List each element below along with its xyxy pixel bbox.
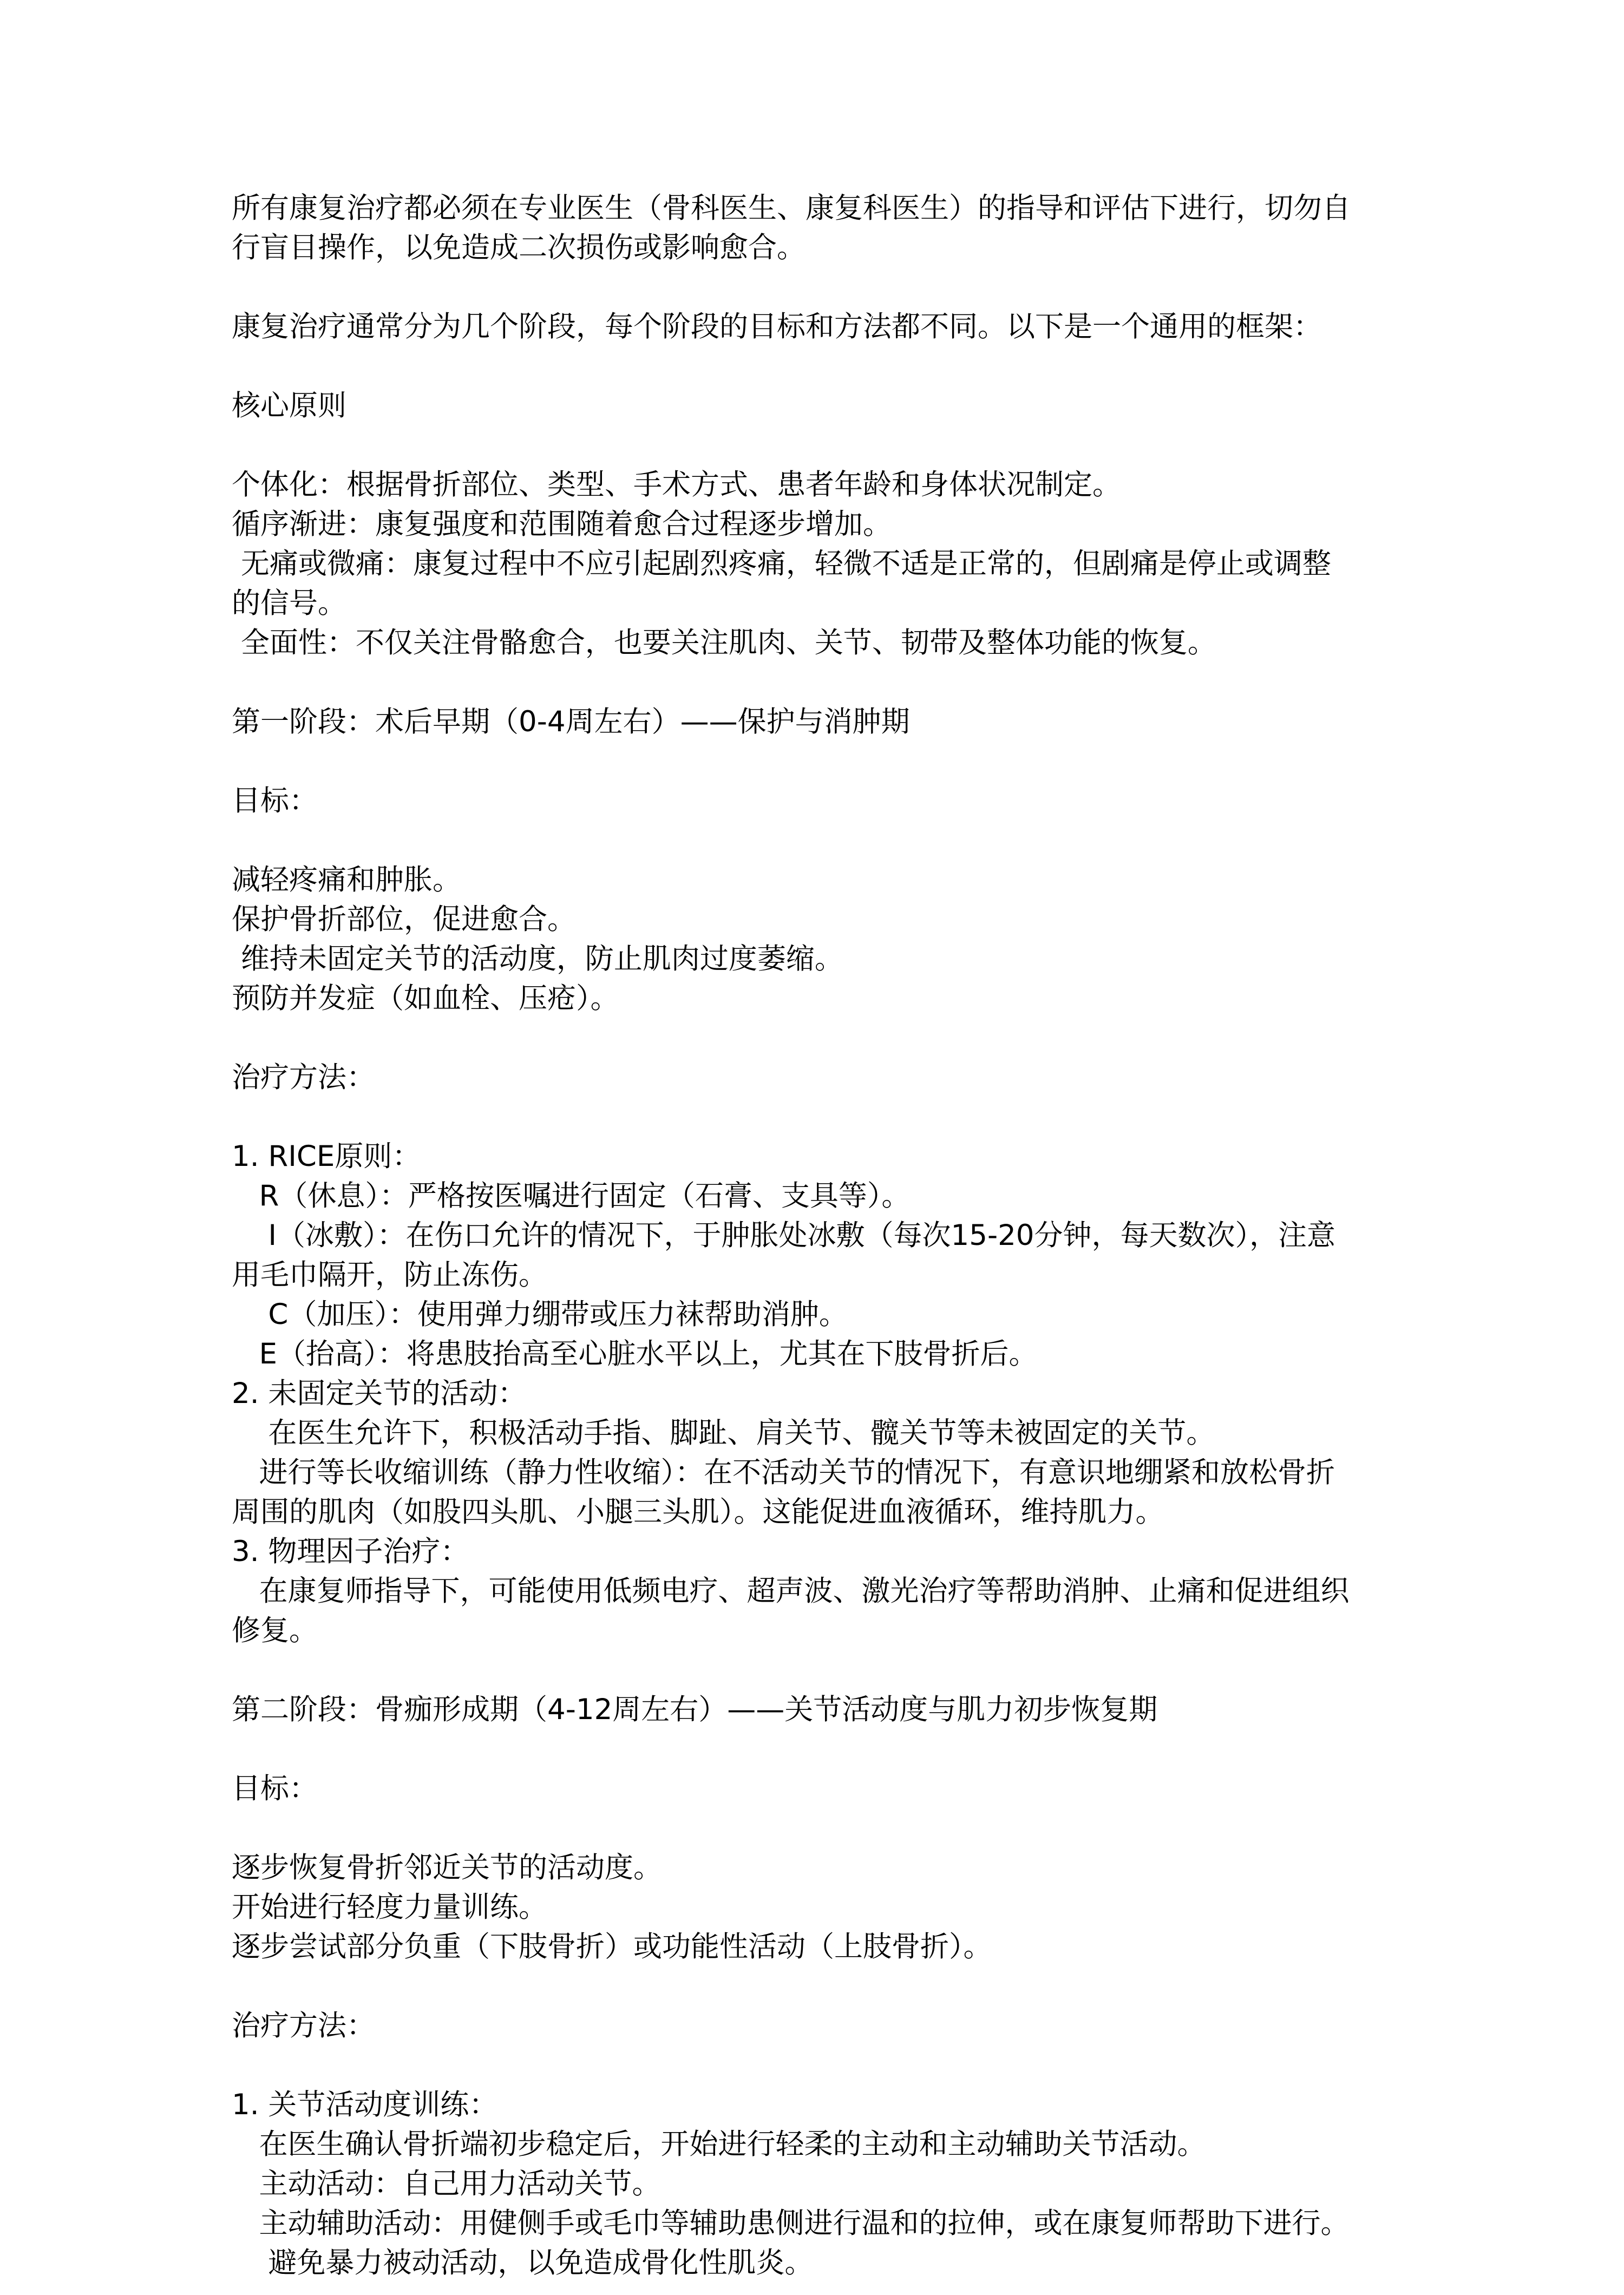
stage1-method-line: C（加压）：使用弹力绷带或压力袜帮助消肿。 (232, 1298, 848, 1331)
stage2-goal-item: 开始进行轻度力量训练。 (232, 1891, 547, 1924)
stage2-method-line: 主动辅助活动：用健侧手或毛巾等辅助患侧进行温和的拉伸，或在康复师帮助下进行。 (232, 2207, 1350, 2240)
stage1-goal-item: 维持未固定关节的活动度，防止肌肉过度萎缩。 (232, 942, 843, 975)
stage2-method-line: 主动活动：自己用力活动关节。 (232, 2167, 661, 2200)
document-body (232, 188, 1423, 2283)
disclaimer-line: 所有康复治疗都必须在专业医生（骨科医生、康复科医生）的指导和评估下进行，切勿自 (232, 192, 1351, 225)
stage2-goal-item: 逐步恢复骨折邻近关节的活动度。 (232, 1851, 662, 1884)
stage1-method-line: I（冰敷）：在伤口允许的情况下，于肿胀处冰敷（每次15-20分钟，每天数次），注意 (232, 1219, 1336, 1252)
stage1-method-line: R（休息）：严格按医嘱进行固定（石膏、支具等）。 (232, 1179, 911, 1212)
stage1-goal-item: 预防并发症（如血栓、压疮）。 (232, 982, 619, 1015)
intro-paragraph: 康复治疗通常分为几个阶段，每个阶段的目标和方法都不同。以下是一个通用的框架： (232, 310, 1322, 343)
stage1-goal-item: 保护骨折部位，促进愈合。 (232, 903, 576, 936)
stage1-method-line: 3. 物理因子治疗： (232, 1535, 469, 1568)
stage1-methods-label: 治疗方法： (232, 1061, 375, 1094)
stage1-method-line: 用毛巾隔开，防止冻伤。 (232, 1258, 547, 1291)
stage1-method-line: 1. RICE原则： (232, 1140, 421, 1173)
stage1-goal-item: 减轻疼痛和肿胀。 (232, 863, 461, 896)
stage1-method-line: 修复。 (232, 1614, 318, 1647)
stage2-method-line: 避免暴力被动活动，以免造成骨化性肌炎。 (232, 2246, 814, 2279)
stage1-method-line: 在医生允许下，积极活动手指、脚趾、肩关节、髋关节等未被固定的关节。 (232, 1417, 1215, 1450)
principle-item: 全面性：不仅关注骨骼愈合，也要关注肌肉、关节、韧带及整体功能的恢复。 (232, 626, 1216, 659)
stage2-methods-label: 治疗方法： (232, 2009, 375, 2042)
stage2-goal-item: 逐步尝试部分负重（下肢骨折）或功能性活动（上肢骨折）。 (232, 1930, 992, 1963)
stage2-heading: 第二阶段：骨痂形成期（4-12周左右）——关节活动度与肌力初步恢复期 (232, 1693, 1158, 1726)
stage1-method-line: 进行等长收缩训练（静力性收缩）：在不活动关节的情况下，有意识地绷紧和放松骨折 (232, 1456, 1335, 1489)
stage1-method-line: 在康复师指导下，可能使用低频电疗、超声波、激光治疗等帮助消肿、止痛和促进组织 (232, 1575, 1350, 1608)
principle-item: 的信号。 (232, 587, 346, 620)
stage1-method-line: 2. 未固定关节的活动： (232, 1377, 527, 1410)
stage1-heading: 第一阶段：术后早期（0-4周左右）——保护与消肿期 (232, 705, 910, 738)
stage1-method-line: E（抬高）：将患肢抬高至心脏水平以上，尤其在下肢骨折后。 (232, 1337, 1038, 1371)
principle-item: 个体化：根据骨折部位、类型、手术方式、患者年龄和身体状况制定。 (232, 468, 1121, 501)
principle-item: 循序渐进：康复强度和范围随着愈合过程逐步增加。 (232, 508, 892, 541)
stage1-method-line: 周围的肌肉（如股四头肌、小腿三头肌）。这能促进血液循环，维持肌力。 (232, 1496, 1164, 1529)
stage1-goals-label: 目标： (232, 784, 318, 817)
stage2-goals-label: 目标： (232, 1772, 318, 1805)
disclaimer-line: 行盲目操作，以免造成二次损伤或影响愈合。 (232, 231, 806, 264)
core-principles-heading: 核心原则 (232, 389, 346, 422)
stage2-method-line: 1. 关节活动度训练： (232, 2088, 498, 2121)
stage2-method-line: 在医生确认骨折端初步稳定后，开始进行轻柔的主动和主动辅助关节活动。 (232, 2128, 1206, 2161)
principle-item: 无痛或微痛：康复过程中不应引起剧烈疼痛，轻微不适是正常的，但剧痛是停止或调整 (232, 547, 1331, 580)
